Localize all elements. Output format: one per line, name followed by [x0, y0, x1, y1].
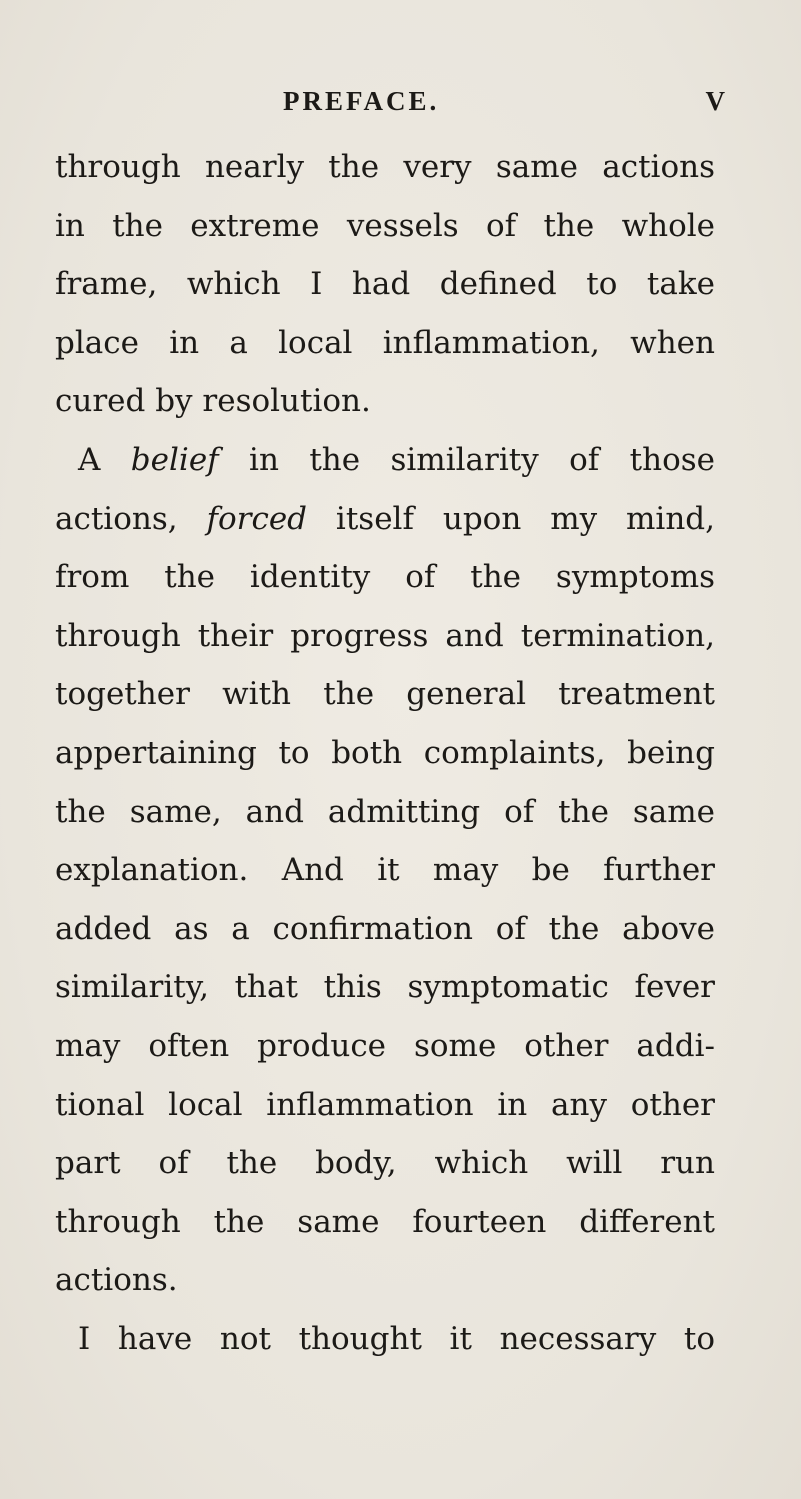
italic-word: forced: [206, 500, 308, 537]
text-line: [55, 490, 715, 549]
text-line: added as a confirmation of the above: [55, 910, 715, 947]
text-line: part of the body, which will run: [55, 1145, 715, 1182]
text-line: through the same fourteen different: [55, 1203, 715, 1240]
text-run: actions,: [55, 500, 207, 537]
text-line: similarity, that this symptomatic fever: [55, 969, 715, 1006]
text-line: place in a local inflammation, when: [55, 324, 715, 361]
text-run: A: [78, 441, 131, 478]
text-line: appertaining to both complaints, being: [55, 734, 715, 771]
text-line: through nearly the very same actions: [55, 149, 715, 185]
text-line: may often produce some other addi-: [55, 1027, 715, 1064]
text-line: from the identity of the symptoms: [55, 559, 715, 596]
italic-word: belief: [130, 441, 219, 478]
running-head-title: PREFACE.: [283, 86, 440, 116]
text-line: the same, and admitting of the same: [55, 793, 715, 830]
text-line: actions.: [55, 1262, 178, 1299]
text-line: tional local inflammation in any other: [55, 1086, 715, 1123]
text-line: [55, 431, 715, 490]
text-line: through their progress and termination,: [55, 617, 715, 654]
text-line: I have not thought it necessary to: [78, 1320, 715, 1357]
text-line: explanation. And it may be further: [55, 852, 715, 889]
text-run: in the similarity of those: [218, 441, 715, 478]
page-number: V: [705, 86, 725, 116]
text-line: together with the general treatment: [55, 676, 715, 713]
text-run: itself upon my mind,: [307, 500, 715, 537]
running-head: [283, 86, 725, 122]
text-line: cured by resolution.: [55, 383, 371, 420]
body-text: [55, 138, 715, 1368]
text-line: in the extreme vessels of the whole: [55, 207, 715, 244]
text-line: frame, which I had defined to take: [55, 266, 715, 303]
